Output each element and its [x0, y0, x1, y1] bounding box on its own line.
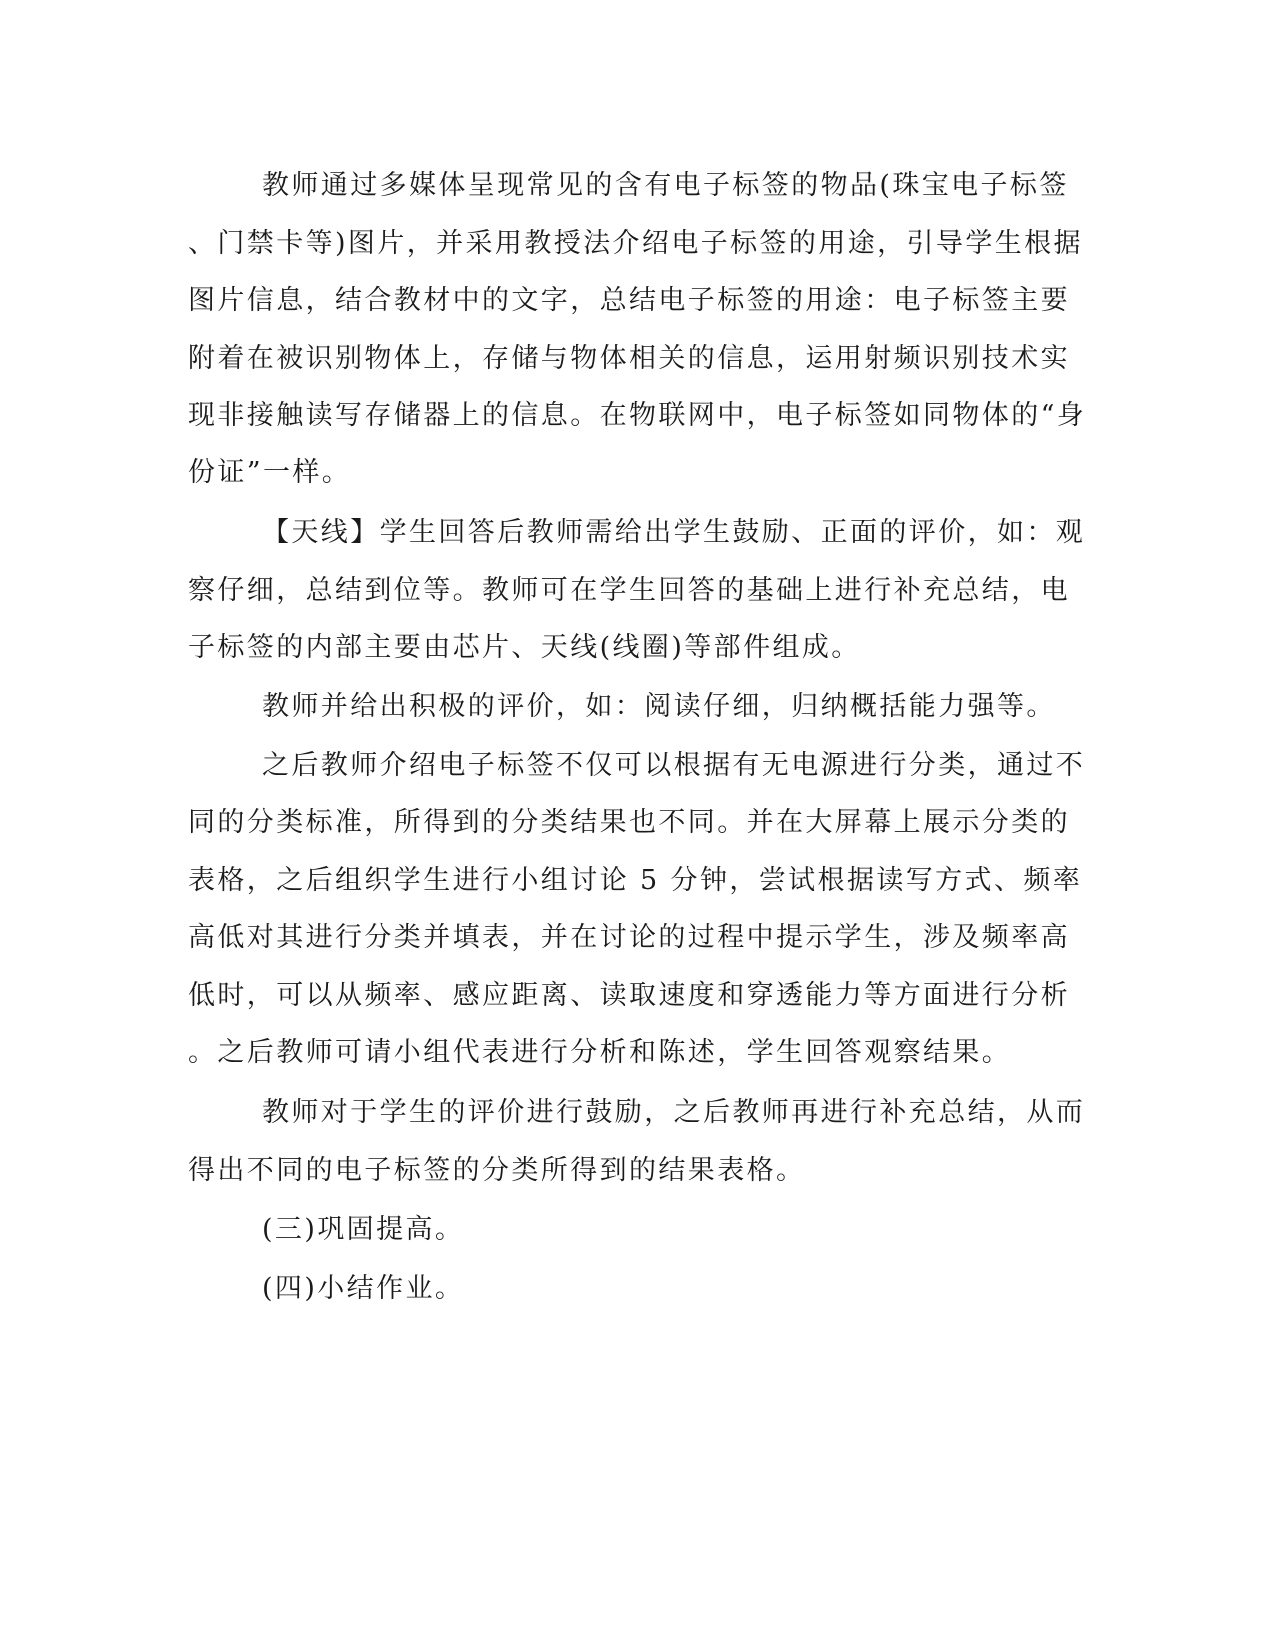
- paragraph-line: 表格，之后组织学生进行小组讨论 5 分钟，尝试根据读写方式、频率: [188, 865, 1083, 896]
- paragraph-line: 现非接触读写存储器上的信息。在物联网中，电子标签如同物体的“身: [188, 400, 1087, 431]
- paragraph-line: 教师对于学生的评价进行鼓励，之后教师再进行补充总结，从而: [262, 1097, 1086, 1128]
- paragraph-line: 得出不同的电子标签的分类所得到的结果表格。: [188, 1155, 806, 1186]
- section-heading: (四)小结作业。: [262, 1273, 465, 1304]
- paragraph-line: 份证”一样。: [188, 457, 352, 488]
- paragraph-line: 。之后教师可请小组代表进行分析和陈述，学生回答观察结果。: [188, 1037, 1012, 1068]
- paragraph-line: 【天线】学生回答后教师需给出学生鼓励、正面的评价，如：观: [262, 517, 1086, 548]
- paragraph-line: 附着在被识别物体上，存储与物体相关的信息，运用射频识别技术实: [188, 343, 1070, 374]
- paragraph-line: 图片信息，结合教材中的文字，总结电子标签的用途：电子标签主要: [188, 285, 1070, 316]
- paragraph-line: 子标签的内部主要由芯片、天线(线圈)等部件组成。: [188, 632, 861, 663]
- paragraph-line: 之后教师介绍电子标签不仅可以根据有无电源进行分类，通过不: [262, 750, 1086, 781]
- paragraph-line: 教师并给出积极的评价，如：阅读仔细，归纳概括能力强等。: [262, 691, 1056, 722]
- section-heading: (三)巩固提高。: [262, 1214, 465, 1245]
- paragraph-line: 高低对其进行分类并填表，并在讨论的过程中提示学生，涉及频率高: [188, 922, 1070, 953]
- paragraph-line: 低时，可以从频率、感应距离、读取速度和穿透能力等方面进行分析: [188, 980, 1070, 1011]
- paragraph-line: 同的分类标准，所得到的分类结果也不同。并在大屏幕上展示分类的: [188, 807, 1070, 838]
- paragraph-line: 、门禁卡等)图片，并采用教授法介绍电子标签的用途，引导学生根据: [188, 228, 1083, 259]
- paragraph-line: 察仔细，总结到位等。教师可在学生回答的基础上进行补充总结，电: [188, 575, 1070, 606]
- paragraph-line: 教师通过多媒体呈现常见的含有电子标签的物品(珠宝电子标签: [262, 170, 1069, 201]
